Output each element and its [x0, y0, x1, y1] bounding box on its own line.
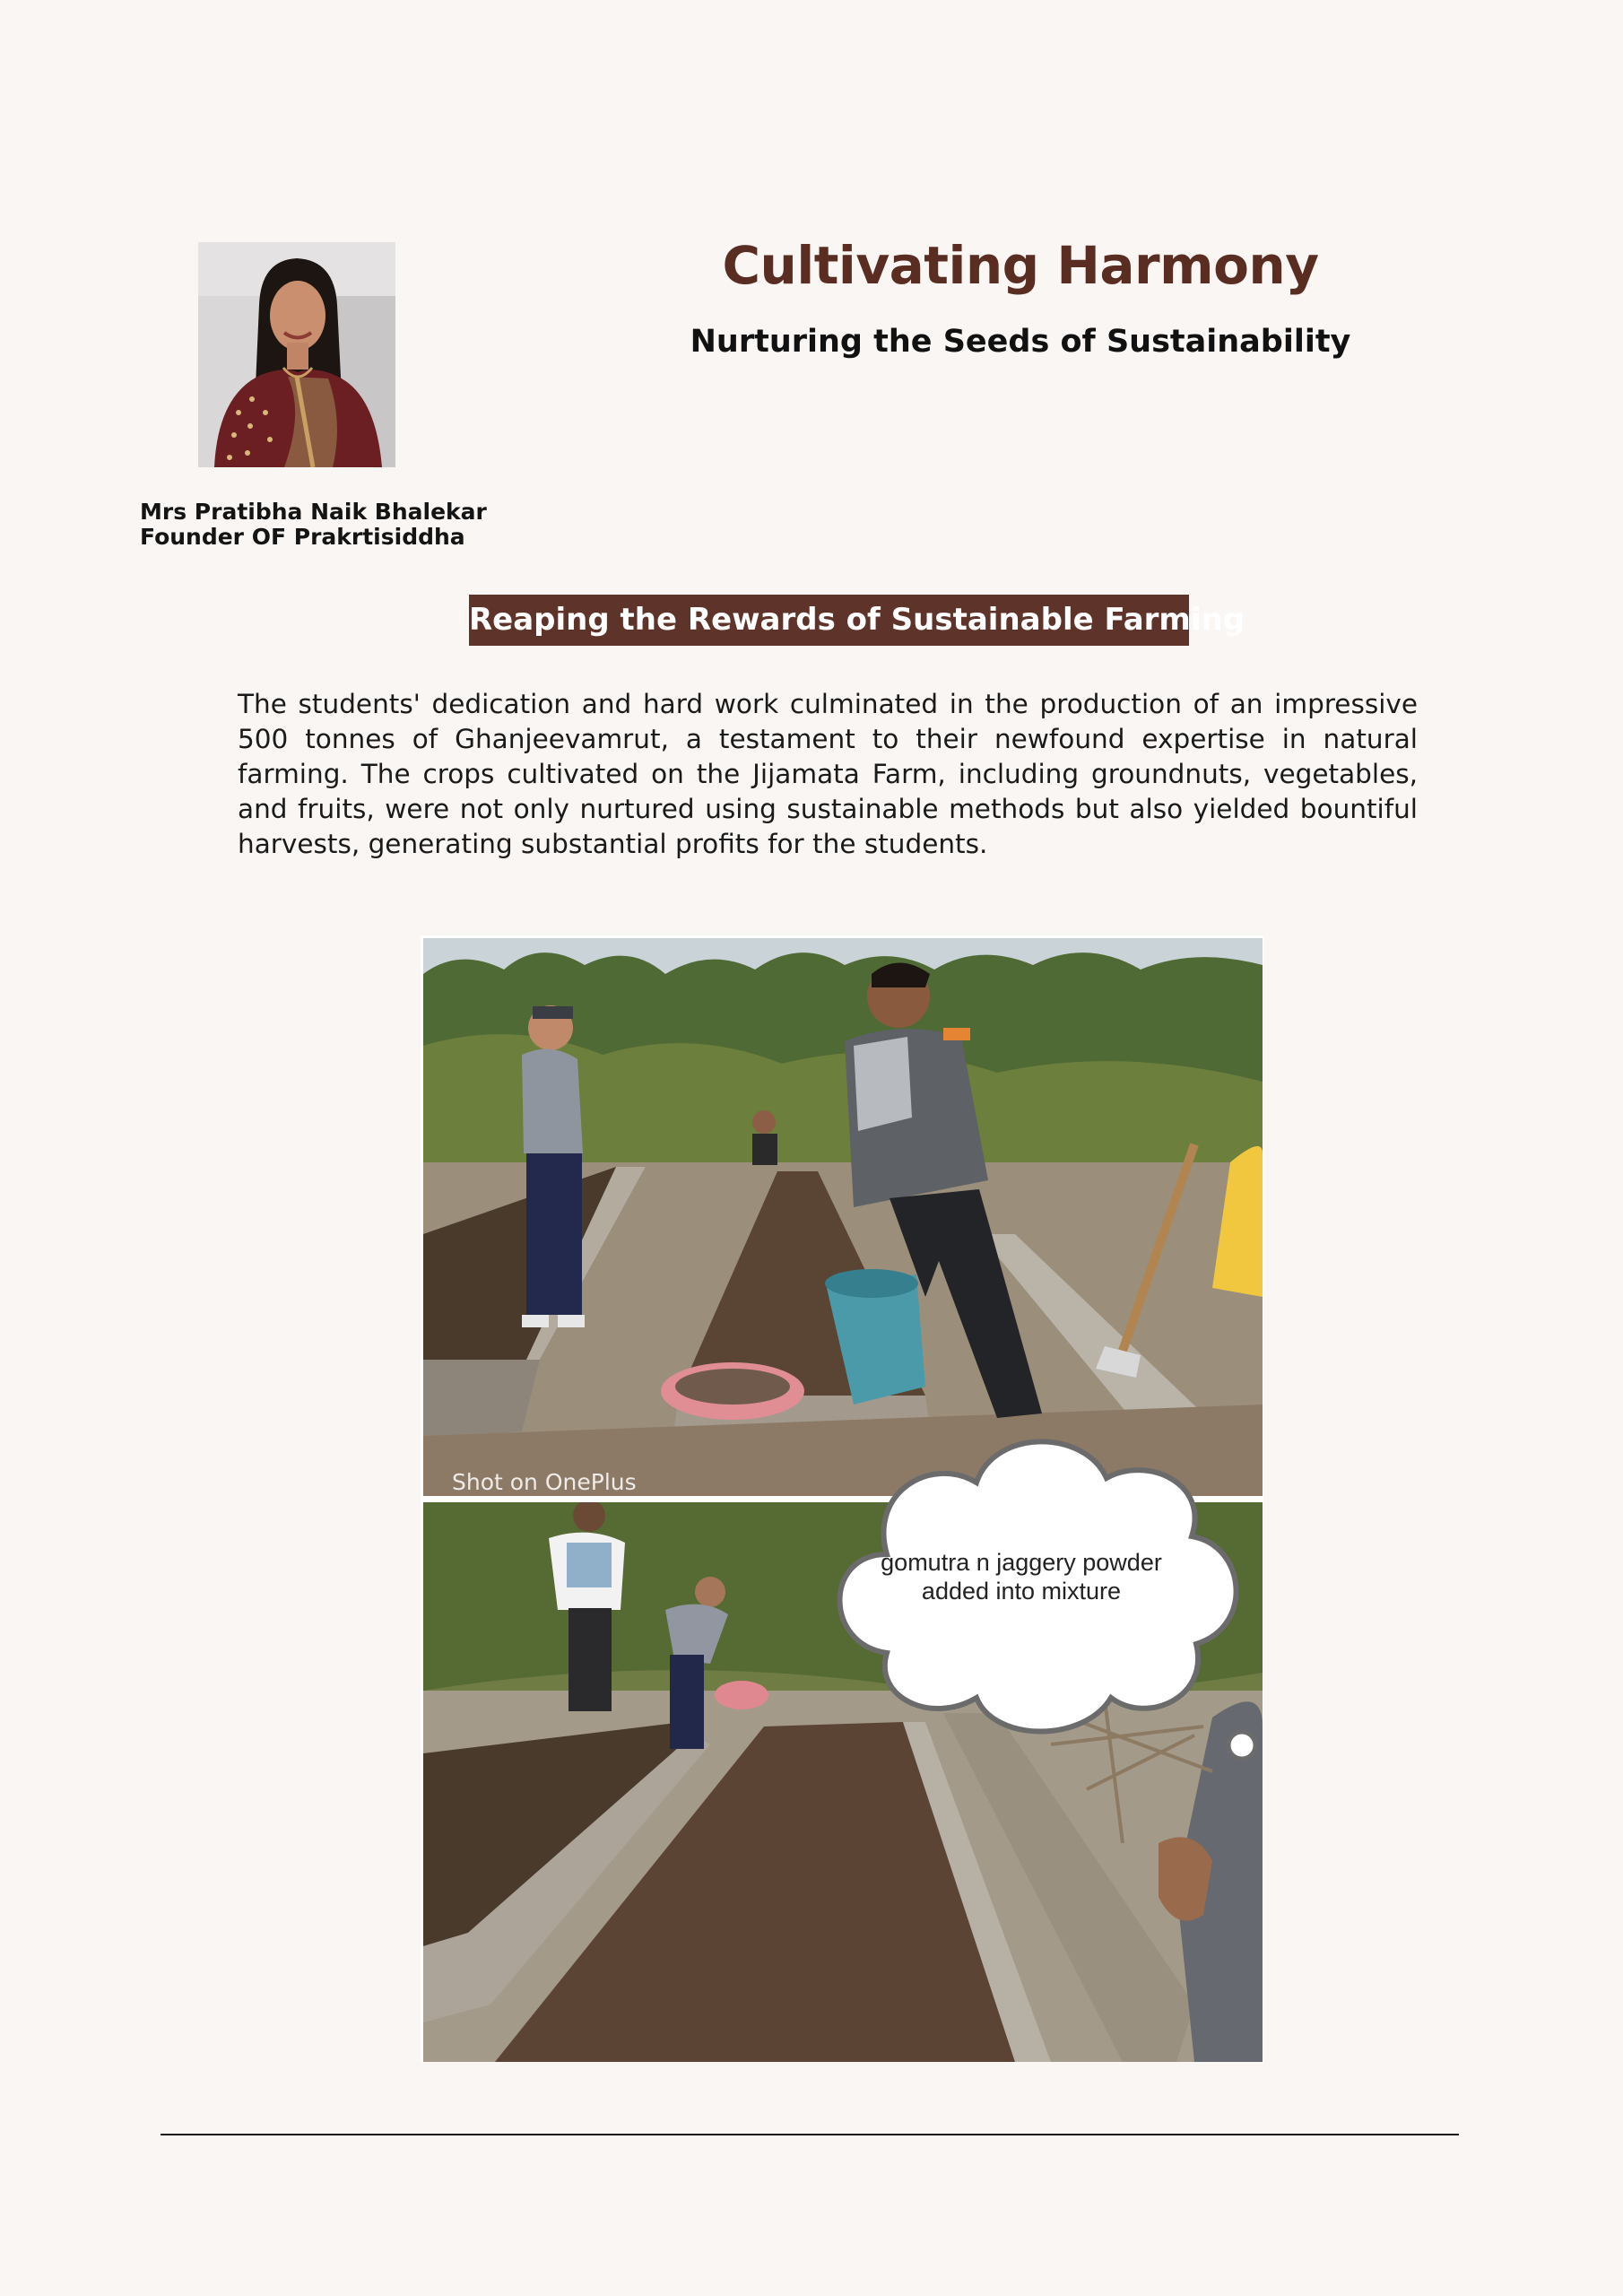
author-caption [140, 500, 487, 550]
page-title: Cultivating Harmony [722, 235, 1319, 296]
author-role: Founder OF Prakrtisiddha [140, 524, 465, 550]
thought-bubble-text [833, 1548, 1210, 1605]
bottom-divider [161, 2134, 1459, 2135]
camera-watermark: Shot on OnePlus [452, 1469, 637, 1495]
photo-collage [421, 935, 1263, 2062]
section-heading: Reaping the Rewards of Sustainable Farming [469, 595, 1189, 646]
author-portrait [198, 242, 395, 467]
body-paragraph: The students' dedication and hard work culminated in the production of an impressive 500 tonnes of Ghanjeevamrut, a testament to their newfound expertise in natural farming. The crops cultivated on the Jijamata Farm, including groundnuts, vegetables, and fruits, were not only nurtured using sustainable methods but also yielded bountiful harvests, generating substantial profits for the students. [238, 689, 1418, 859]
page-subtitle: Nurturing the Seeds of Sustainability [690, 324, 1351, 360]
photo-students-at-beds [423, 938, 1263, 1496]
thought-bubble-line-1: gomutra n jaggery powder [881, 1549, 1162, 1576]
author-name: Mrs Pratibha Naik Bhalekar [140, 499, 487, 525]
thought-bubble-line-2: added into mixture [921, 1578, 1122, 1605]
